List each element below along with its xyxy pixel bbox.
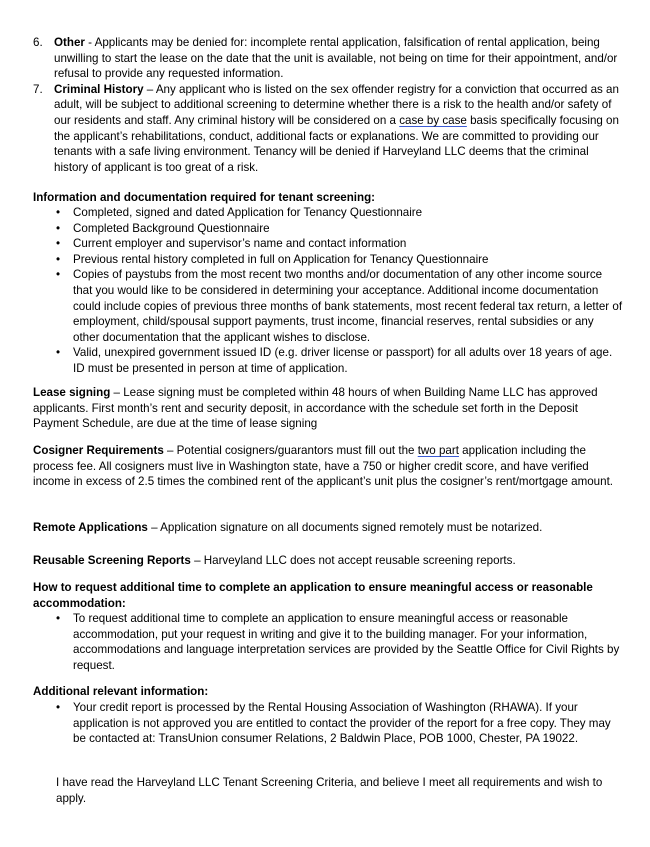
paragraph-text: – Application signature on all documents signed remotely must be notarized.	[147, 521, 543, 534]
bullet-icon: •	[56, 268, 61, 282]
paragraph-text: – Potential cosigners/guarantors must fill out the	[163, 444, 418, 457]
bullet-icon: •	[56, 346, 61, 360]
paragraph-text: – Harveyland LLC does not accept reusable screening reports.	[190, 554, 516, 567]
list-item-text: To request additional time to complete an application to ensure meaningful access or reasonable accommodation, put your request in writing and give it to the building manager. For your information, accommodations and language interpretation services are provided by the Seattle Office for Civil Rights by request.	[73, 612, 620, 672]
list-item	[56, 221, 623, 237]
list-item	[56, 700, 623, 747]
lease-signing-paragraph	[33, 385, 623, 432]
list-item	[56, 267, 623, 345]
bullet-icon: •	[56, 612, 61, 625]
list-item-text: Previous rental history completed in full on Application for Tenancy Questionnaire	[73, 252, 489, 266]
cosigner-paragraph	[33, 443, 623, 490]
section-heading-additional-time	[33, 580, 623, 611]
list-item	[56, 236, 623, 252]
underlined-phrase: case by case	[399, 113, 467, 127]
heading-text: Additional relevant information:	[33, 685, 209, 698]
item-title: Criminal History	[54, 82, 144, 96]
numbered-list	[33, 35, 623, 175]
paragraph-title: Lease signing	[33, 386, 111, 399]
bullet-icon: •	[56, 221, 61, 235]
reusable-reports-paragraph	[33, 553, 623, 569]
list-item-text: Copies of paystubs from the most recent two months and/or documentation of any other income source that you would like to be considered in determining your acceptance. Additional income documentation could include copies of previous three months of bank statements, most recent federal tax return, a letter of employment, child/spousal support payments, trust income, financial reserves, rental subsidies or any other documentation that the applicant wishes to disclose.	[73, 268, 623, 344]
list-item	[56, 611, 623, 673]
list-item-text: Valid, unexpired government issued ID (e.g. driver license or passport) for all adults over 18 years of age. ID must be presented in person at time of application.	[73, 346, 613, 375]
paragraph-text: application including the process fee. All cosigners must live in Washington state, have a 750 or higher credit score, and have verified income in excess of 2.5 times the combined rent of the applicant’s unit plus the cosigner’s rent/mortgage amount.	[33, 444, 614, 489]
list-item-text: Your credit report is processed by the Rental Housing Association of Washington (RHAWA). If your application is not approved you are entitled to contact the provider of the report for a free copy. They may be contacted at: TransUnion consumer Relations, 2 Baldwin Place, POB 1000, Chester, PA 19022.	[73, 701, 611, 746]
closing-statement: I have read the Harveyland LLC Tenant Screening Criteria, and believe I meet all requirements and wish to apply.	[56, 776, 603, 805]
bullet-icon: •	[56, 252, 61, 266]
item-number: 6.	[33, 36, 43, 49]
additional-info-list	[56, 700, 623, 747]
paragraph-title: Cosigner Requirements	[33, 444, 164, 457]
heading-text: Information and documentation required for tenant screening:	[33, 191, 376, 204]
bullet-icon: •	[56, 206, 61, 219]
bullet-icon: •	[56, 237, 61, 251]
list-item-text: Current employer and supervisor’s name and contact information	[73, 237, 407, 251]
item-title: Other	[54, 36, 85, 49]
item-text: – Any applicant who is listed on the sex offender registry for a conviction that occurred as an adult, will be subject to additional screening to determine whether there is a risk to the health and/or safety of our residents and staff. Any criminal history will be considered on a	[54, 82, 619, 127]
item-text: basis specifically focusing on the applicant’s rehabilitations, conduct, additional facts or explanations. We are committed to providing our tenants with a safe living environment. Tenancy will be denied if Harveyland LLC deems that the criminal history of applicant is too great of a risk.	[54, 113, 619, 174]
paragraph-text: – Lease signing must be completed within 48 hours of when Building Name LLC has approved applicants. First month’s rent and security deposit, in accordance with the schedule set forth in the Deposit Payment Schedule, are due at the time of lease signing	[33, 386, 598, 431]
paragraph-title: Reusable Screening Reports	[33, 554, 191, 567]
info-docs-list	[56, 205, 623, 377]
item-number: 7.	[33, 82, 43, 96]
list-item-other	[33, 35, 623, 82]
section-heading-info-docs	[33, 190, 623, 206]
section-heading-additional-info	[33, 684, 623, 700]
heading-text: How to request additional time to complete an application to ensure meaningful access or reasonable accommodation:	[33, 581, 593, 610]
item-text: - Applicants may be denied for: incomplete rental application, falsification of rental application, being unwilling to start the lease on the date that the unit is available, not being on time for their appointment, and/or refusal to provide any requested information.	[54, 36, 618, 81]
list-item	[56, 345, 623, 376]
remote-applications-paragraph	[33, 520, 623, 536]
list-item-criminal-history	[33, 82, 623, 176]
list-item-text: Completed Background Questionnaire	[73, 221, 270, 235]
underlined-phrase: two part	[417, 444, 459, 457]
list-item	[56, 252, 623, 268]
list-item-text: Completed, signed and dated Application for Tenancy Questionnaire	[73, 206, 423, 219]
list-item	[56, 205, 623, 221]
bullet-icon: •	[56, 701, 61, 714]
paragraph-title: Remote Applications	[33, 521, 148, 534]
additional-time-list	[56, 611, 623, 673]
